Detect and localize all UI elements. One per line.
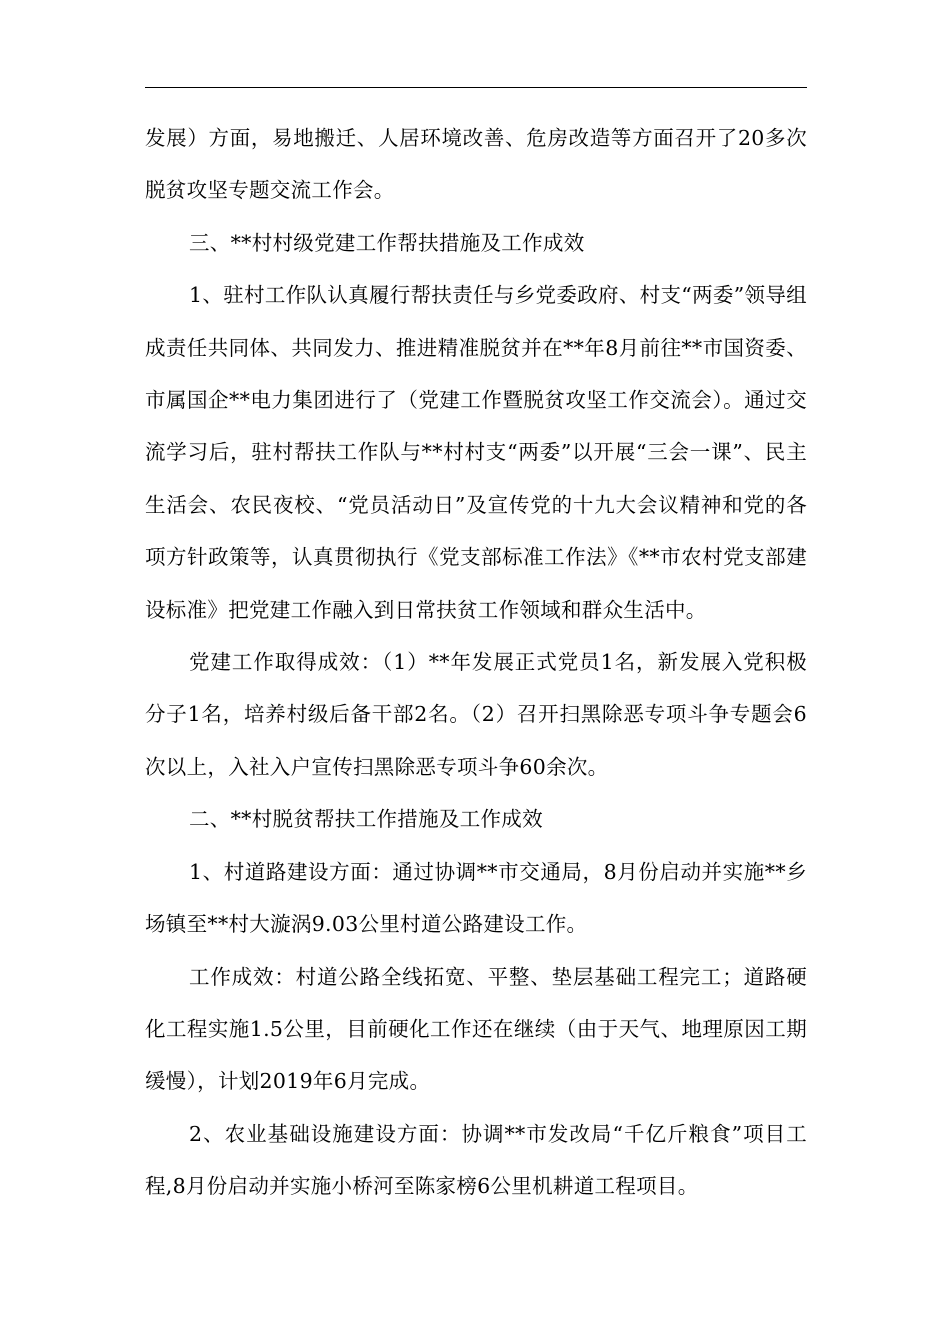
paragraph-road-results: 工作成效：村道公路全线拓宽、平整、垫层基础工程完工；道路硬化工程实施1.5公里，目前硬化工作还在继续（由于天气、地理原因工期缓慢），计划2019年6月完成。	[145, 964, 807, 1094]
paragraph-agricultural-infrastructure: 2、农业基础设施建设方面：协调**市发改局“千亿斤粮食”项目工程,8月份启动并实施小桥河至陈家榜6公里机耕道工程项目。	[145, 1121, 807, 1199]
header-rule	[145, 87, 807, 88]
paragraph-work-team-responsibility: 1、驻村工作队认真履行帮扶责任与乡党委政府、村支“两委”领导组成责任共同体、共同发力、推进精准脱贫并在**年8月前往**市国资委、市属国企**电力集团进行了（党建工作暨脱贫攻坚工作交流会）。通过交流学习后，驻村帮扶工作队与**村村支“两委”以开展“三会一课”、民主生活会、农民夜校、“党员活动日”及宣传党的十九大会议精神和党的各项方针政策等，认真贯彻执行《党支部标准工作法》《**市农村党支部建设标准》把党建工作融入到日常扶贫工作领域和群众生活中。	[145, 283, 807, 622]
section-heading-party-building: 三、**村村级党建工作帮扶措施及工作成效	[189, 230, 585, 255]
paragraph-road-construction: 1、村道路建设方面：通过协调**市交通局，8月份启动并实施**乡场镇至**村大漩涡9.03公里村道公路建设工作。	[145, 859, 807, 937]
section-heading-poverty-alleviation: 二、**村脱贫帮扶工作措施及工作成效	[189, 807, 543, 832]
document-body	[145, 112, 807, 1213]
paragraph-continuation: 发展）方面，易地搬迁、人居环境改善、危房改造等方面召开了20多次脱贫攻坚专题交流工作会。	[145, 126, 807, 203]
paragraph-party-building-results: 党建工作取得成效：（1）**年发展正式党员1名，新发展入党积极分子1名，培养村级后备干部2名。（2）召开扫黑除恶专项斗争专题会6次以上，入社入户宣传扫黑除恶专项斗争60余次。	[145, 650, 807, 779]
